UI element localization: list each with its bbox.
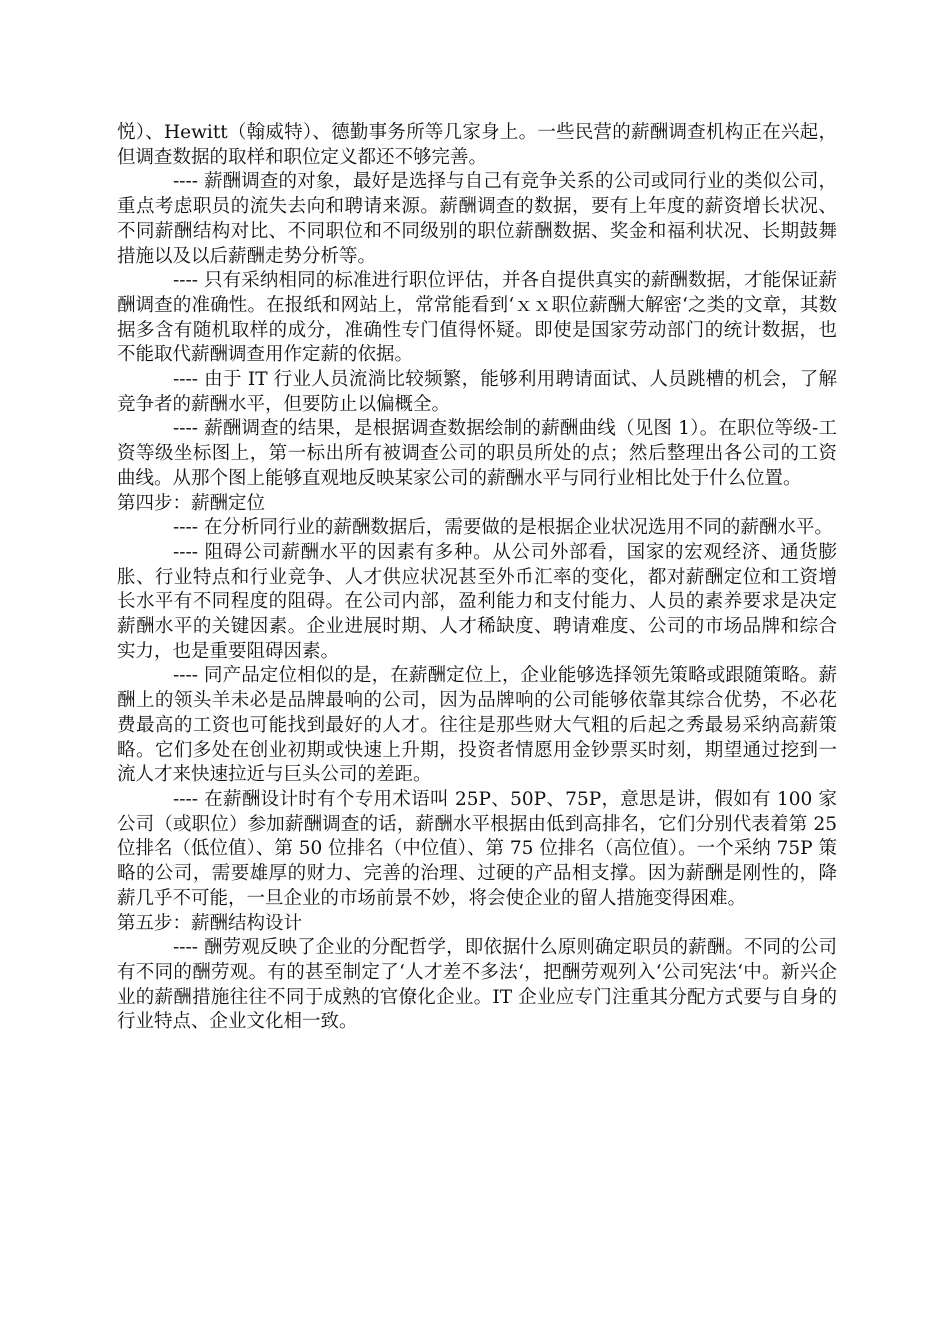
- section-heading-step-4: 第四步：薪酬定位: [117, 492, 266, 514]
- section-heading-step-5: 第五步：薪酬结构设计: [117, 912, 303, 934]
- paragraph-3: ---- 只有采纳相同的标准进行职位评估，并各自提供真实的薪酬数据，才能保证薪酬调查的准确性。在报纸和网站上，常常能看到‘ｘｘ职位薪酬大解密‘之类的文章，其数据多含有随机取样的成分，准确性专门值得怀疑。即使是国家劳动部门的统计数据，也不能取代薪酬调查用作定薪的依据。: [117, 270, 837, 366]
- paragraph-4: ---- 由于 IT 行业人员流淌比较频繁，能够利用聘请面试、人员跳槽的机会，了解竞争者的薪酬水平，但要防止以偏概全。: [117, 369, 837, 415]
- document-body: [117, 121, 837, 1035]
- paragraph-10: ---- 酬劳观反映了企业的分配哲学，即依据什么原则确定职员的薪酬。不同的公司有不同的酬劳观。有的甚至制定了‘人才差不多法‘，把酬劳观列入‘公司宪法‘中。新兴企业的薪酬措施往往不同于成熟的官僚化企业。IT 企业应专门注重其分配方式要与自身的行业特点、企业文化相一致。: [117, 937, 837, 1033]
- paragraph-5: ---- 薪酬调查的结果，是根据调查数据绘制的薪酬曲线（见图 1）。在职位等级-工资等级坐标图上，第一标出所有被调查公司的职员所处的点；然后整理出各公司的工资曲线。从那个图上能够直观地反映某家公司的薪酬水平与同行业相比处于什么位置。: [117, 418, 837, 489]
- paragraph-7: ---- 阻碍公司薪酬水平的因素有多种。从公司外部看，国家的宏观经济、通货膨胀、行业特点和行业竞争、人才供应状况甚至外币汇率的变化，都对薪酬定位和工资增长水平有不同程度的阻碍。在公司内部，盈利能力和支付能力、人员的素养要求是决定薪酬水平的关键因素。企业进展时期、人才稀缺度、聘请难度、公司的市场品牌和综合实力，也是重要阻碍因素。: [117, 541, 837, 662]
- paragraph-6: ---- 在分析同行业的薪酬数据后，需要做的是根据企业状况选用不同的薪酬水平。: [173, 517, 833, 539]
- paragraph-8: ---- 同产品定位相似的是，在薪酬定位上，企业能够选择领先策略或跟随策略。薪酬上的领头羊未必是品牌最响的公司，因为品牌响的公司能够依靠其综合优势，不必花费最高的工资也可能找到最好的人才。往往是那些财大气粗的后起之秀最易采纳高薪策略。它们多处在创业初期或快速上升期，投资者情愿用金钞票买时刻，期望通过挖到一流人才来快速拉近与巨头公司的差距。: [117, 665, 837, 786]
- paragraph-1: 悦）、Hewitt（翰威特）、德勤事务所等几家身上。一些民营的薪酬调查机构正在兴起，但调查数据的取样和职位定义都还不够完善。: [117, 122, 837, 168]
- paragraph-2: ---- 薪酬调查的对象，最好是选择与自己有竞争关系的公司或同行业的类似公司，重点考虑职员的流失去向和聘请来源。薪酬调查的数据，要有上年度的薪资增长状况、不同薪酬结构对比、不同职位和不同级别的职位薪酬数据、奖金和福利状况、长期鼓舞措施以及以后薪酬走势分析等。: [117, 171, 837, 267]
- paragraph-9: ---- 在薪酬设计时有个专用术语叫 25P、50P、75P，意思是讲，假如有 100 家公司（或职位）参加薪酬调查的话，薪酬水平根据由低到高排名，它们分别代表着第 25 位排名（低位值）、第 50 位排名（中位值）、第 75 位排名（高位值）。一个采纳 75P 策略的公司，需要雄厚的财力、完善的治理、过硬的产品相支撑。因为薪酬是刚性的，降薪几乎不可能，一旦企业的市场前景不妙，将会使企业的留人措施变得困难。: [117, 788, 837, 909]
